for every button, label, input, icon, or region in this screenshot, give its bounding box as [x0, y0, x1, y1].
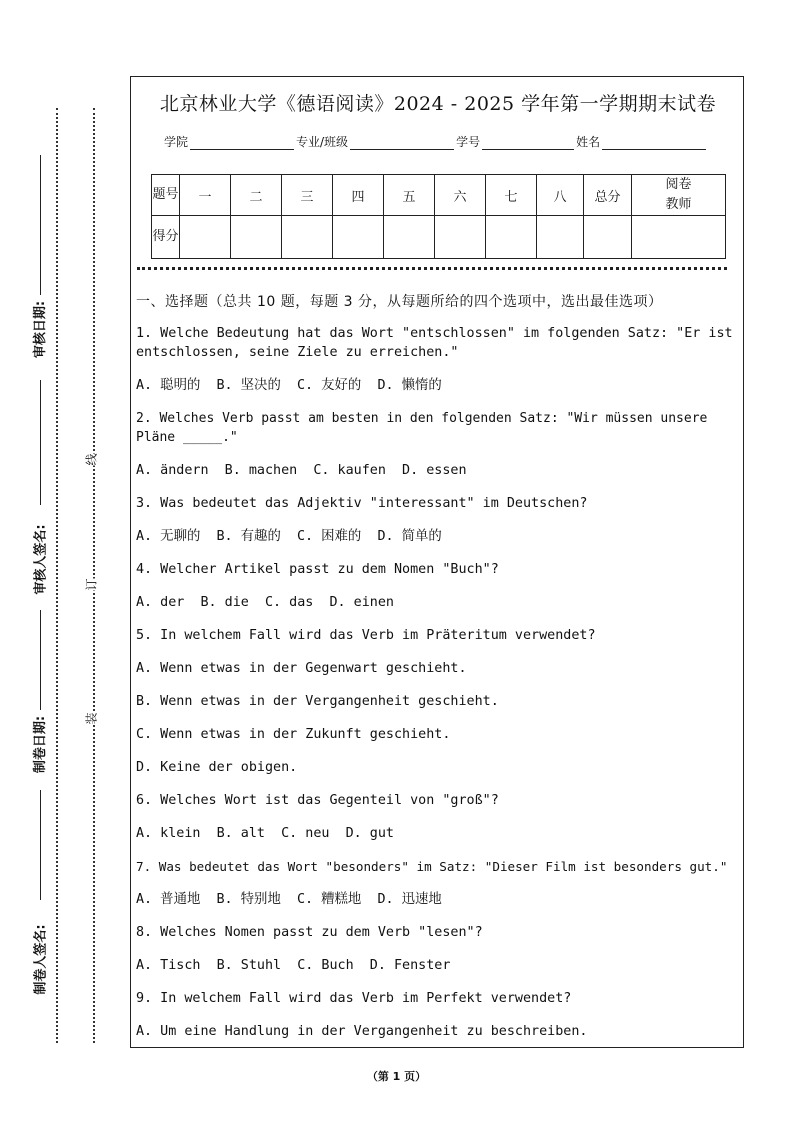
score-cell[interactable]: [537, 216, 584, 259]
margin-label-reviewer-signature: 审核人签名:: [33, 524, 49, 595]
score-table-row-label-score: 得分: [152, 216, 180, 259]
score-col-2: 二: [231, 175, 282, 216]
grader-label: 阅卷教师: [665, 177, 692, 212]
question-2-options: A. ändern B. machen C. kaufen D. essen: [136, 463, 467, 478]
score-table: [151, 174, 726, 259]
question-9: 9. In welchem Fall wird das Verb im Perfekt verwendet?: [136, 991, 572, 1006]
score-col-4: 四: [333, 175, 384, 216]
score-cell[interactable]: [231, 216, 282, 259]
margin-dotted-line-inner: [93, 108, 95, 1043]
score-col-7: 七: [486, 175, 537, 216]
question-1: 1. Welche Bedeutung hat das Wort "entschlossen" im folgenden Satz: "Er ist entschlossen, seine Ziele zu erreichen.": [136, 326, 741, 360]
binding-char-zhuang: 装: [81, 712, 102, 724]
score-col-1: 一: [180, 175, 231, 216]
dotted-separator: [137, 267, 727, 270]
question-7-options: A. 普通地 B. 特别地 C. 糟糕地 D. 迅速地: [136, 892, 442, 907]
question-6-options: A. klein B. alt C. neu D. gut: [136, 826, 394, 841]
question-8-options: A. Tisch B. Stuhl C. Buch D. Fenster: [136, 958, 451, 973]
question-5-option-c: C. Wenn etwas in der Zukunft geschieht.: [136, 727, 451, 742]
field-label-student-id: 学号: [456, 135, 481, 149]
score-table-row-label-question: 题号: [152, 175, 180, 216]
question-1-options: A. 聪明的 B. 坚决的 C. 友好的 D. 懒惰的: [136, 378, 442, 393]
question-3: 3. Was bedeutet das Adjektiv "interessant" im Deutschen?: [136, 496, 588, 511]
question-5-option-d: D. Keine der obigen.: [136, 760, 298, 775]
field-label-college: 学院: [164, 135, 189, 149]
score-col-5: 五: [384, 175, 435, 216]
field-label-major-class: 专业/班级: [296, 135, 349, 149]
exam-title: 北京林业大学《德语阅读》2024 - 2025 学年第一学期期末试卷: [159, 93, 717, 115]
margin-blank-line: [40, 790, 41, 900]
margin-dotted-line-outer: [56, 108, 58, 1043]
score-col-grader: [632, 175, 726, 216]
score-cell[interactable]: [384, 216, 435, 259]
field-label-name: 姓名: [576, 135, 601, 149]
question-4: 4. Welcher Artikel passt zu dem Nomen "Buch"?: [136, 562, 499, 577]
score-table-score-row: [152, 216, 726, 259]
college-blank[interactable]: [190, 137, 294, 150]
name-blank[interactable]: [602, 137, 706, 150]
score-cell[interactable]: [486, 216, 537, 259]
student-info-row: [164, 133, 708, 150]
margin-blank-line: [40, 610, 41, 710]
score-col-total: 总分: [584, 175, 632, 216]
question-9-option-a: A. Um eine Handlung in der Vergangenheit zu beschreiben.: [136, 1024, 588, 1039]
question-5-option-b: B. Wenn etwas in der Vergangenheit geschieht.: [136, 694, 499, 709]
page-number: （第 1 页）: [366, 1070, 427, 1083]
margin-label-paper-signature: 制卷人签名:: [33, 924, 49, 995]
student-id-blank[interactable]: [482, 137, 574, 150]
question-5-option-a: A. Wenn etwas in der Gegenwart geschieht.: [136, 661, 467, 676]
binding-char-xian: 线: [81, 453, 102, 465]
score-table-header-row: [152, 175, 726, 216]
question-8: 8. Welches Nomen passt zu dem Verb "lesen"?: [136, 925, 483, 940]
margin-blank-line: [40, 380, 41, 505]
score-col-8: 八: [537, 175, 584, 216]
section-1-multiple-choice: [136, 291, 740, 1055]
score-cell-grader[interactable]: [632, 216, 726, 259]
section-1-heading: 一、选择题（总共 10 题，每题 3 分，从每题所给的四个选项中，选出最佳选项）: [136, 294, 663, 310]
margin-blank-line: [40, 155, 41, 295]
question-5: 5. In welchem Fall wird das Verb im Präteritum verwendet?: [136, 628, 596, 643]
score-col-6: 六: [435, 175, 486, 216]
question-4-options: A. der B. die C. das D. einen: [136, 595, 394, 610]
question-3-options: A. 无聊的 B. 有趣的 C. 困难的 D. 简单的: [136, 529, 442, 544]
score-col-3: 三: [282, 175, 333, 216]
major-class-blank[interactable]: [350, 137, 454, 150]
question-7: 7. Was bedeutet das Wort "besonders" im Satz: "Dieser Film ist besonders gut.": [136, 859, 728, 874]
exam-paper-frame: [130, 76, 744, 1048]
question-6: 6. Welches Wort ist das Gegenteil von "groß"?: [136, 793, 499, 808]
score-cell[interactable]: [282, 216, 333, 259]
binding-char-ding: 订: [81, 578, 102, 590]
score-cell[interactable]: [435, 216, 486, 259]
score-cell[interactable]: [180, 216, 231, 259]
score-cell-total[interactable]: [584, 216, 632, 259]
question-2: 2. Welches Verb passt am besten in den folgenden Satz: "Wir müssen unsere Pläne _____.": [136, 411, 716, 445]
margin-label-review-date: 审核日期:: [33, 300, 49, 359]
margin-label-paper-date: 制卷日期:: [33, 715, 49, 774]
score-cell[interactable]: [333, 216, 384, 259]
